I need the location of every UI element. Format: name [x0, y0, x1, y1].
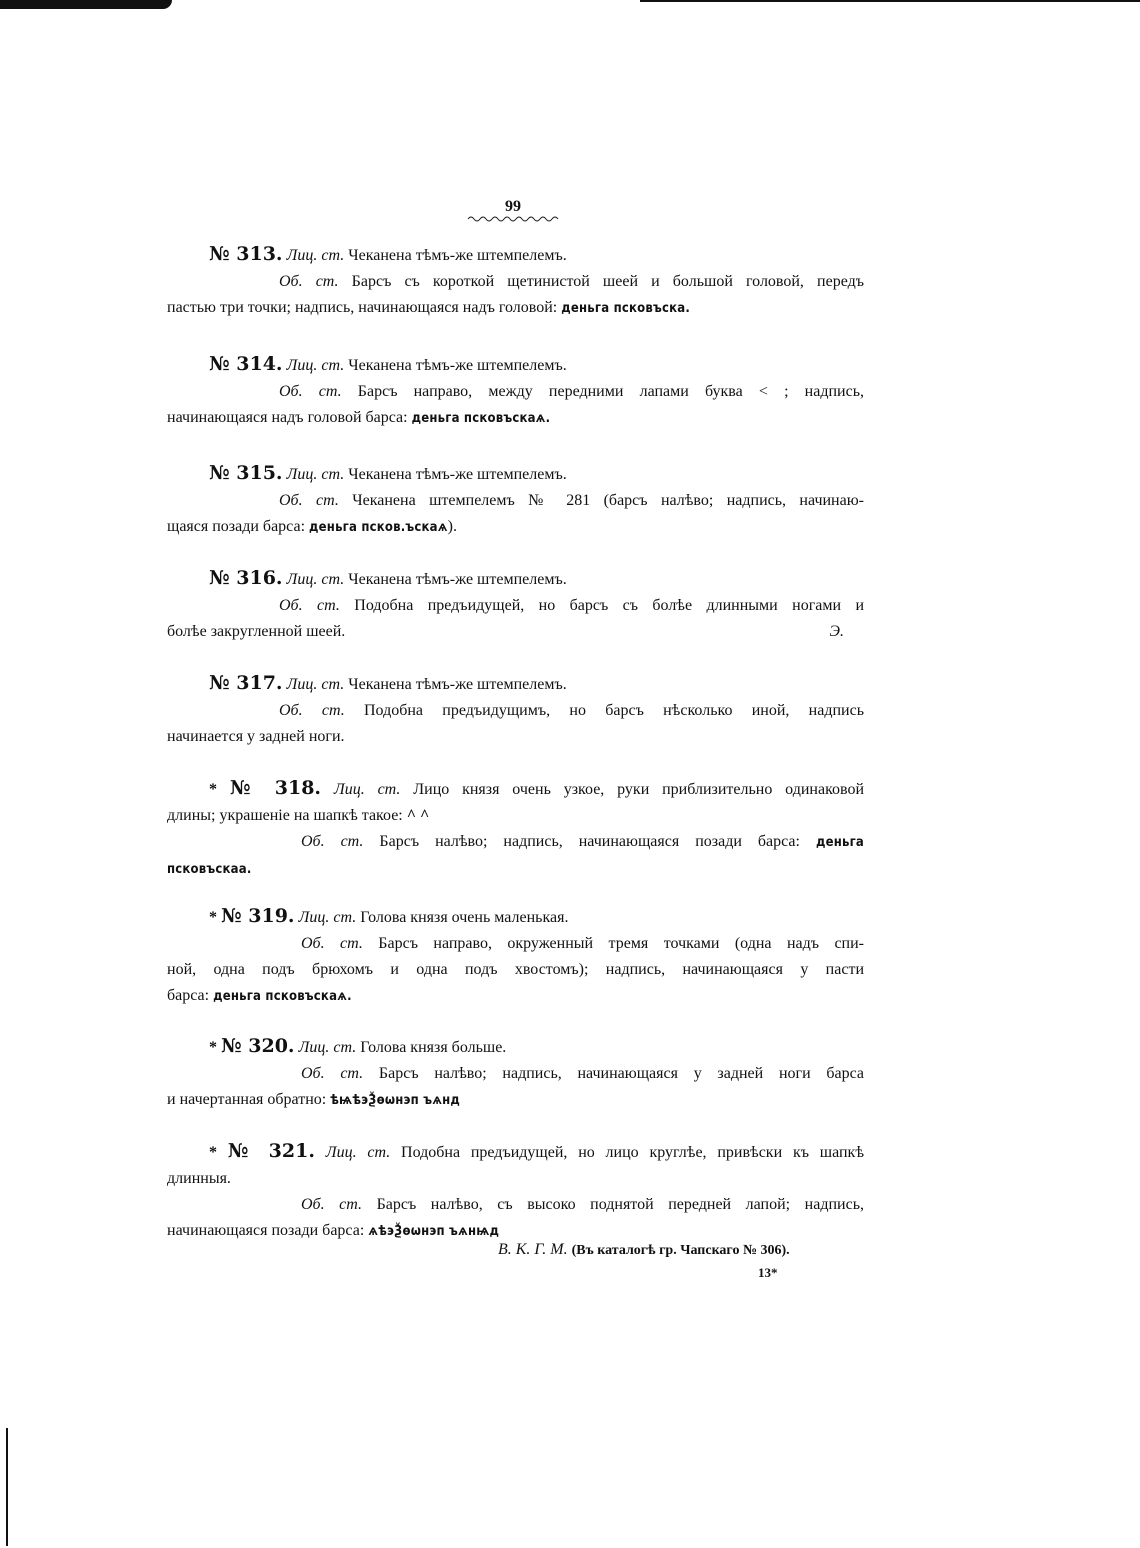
obverse-label: Лиц. ст. — [286, 676, 345, 693]
obverse-label: Лиц. ст. — [298, 1039, 357, 1056]
obverse-description: Чеканена тѣмъ-же штемпелемъ. — [348, 466, 567, 483]
reverse-description-cont: начинающаяся надъ головой барса: — [167, 409, 408, 426]
coin-legend: деньга псковъскаѧ. — [213, 989, 352, 1004]
reverse-description-cont: начинается у задней ноги. — [167, 728, 345, 745]
reverse-description-cont: болѣе закругленной шеей. — [167, 623, 346, 640]
coin-legend: деньга псков.ъскаѧ — [309, 520, 448, 535]
obverse-description: Чеканена тѣмъ-же штемпелемъ. — [348, 676, 567, 693]
coin-legend: деньга — [815, 835, 865, 850]
reverse-description-cont: и начертанная обратно: — [167, 1091, 327, 1108]
entry-number: № 318. — [229, 777, 322, 799]
obverse-description: Чеканена тѣмъ-же штемпелемъ. — [348, 571, 567, 588]
scan-edge-line-top-right — [640, 0, 1140, 2]
catalog-reference-text: (Въ каталогѣ гр. Чапскаго № 306). — [571, 1243, 790, 1258]
star-mark: * — [209, 1144, 217, 1161]
reverse-label: Об. ст. — [301, 1196, 363, 1213]
coin-legend-cont: псковъскаа. — [167, 862, 252, 877]
reverse-label: Об. ст. — [301, 833, 364, 850]
catalog-entry-320 — [167, 1033, 864, 1114]
obverse-label: Лиц. ст. — [286, 571, 345, 588]
scan-edge-mark-top — [0, 0, 172, 9]
catalog-entry-314 — [167, 351, 864, 432]
obverse-description: Подобна предъидущей, но лицо круглѣе, привѣски къ шапкѣ — [401, 1144, 865, 1161]
reverse-description: Чеканена штемпелемъ № 281 (барсъ налѣво; надпись, начинаю- — [352, 492, 864, 509]
entry-number: № 315. — [209, 462, 283, 484]
obverse-description: Чеканена тѣмъ-же штемпелемъ. — [348, 247, 567, 264]
collection-mark: Э. — [829, 623, 844, 640]
entry-number: № 313. — [209, 243, 283, 265]
obverse-description-cont: длины; украшеніе на шапкѣ такое: — [167, 807, 403, 824]
collection-source-label: В. К. Г. М. — [498, 1241, 568, 1258]
coin-legend-retrograde: ѧѣэѮѳѡнэп ъѧнѩд — [368, 1224, 500, 1239]
page-number-underline — [466, 214, 560, 222]
page-number: 99 — [505, 198, 521, 215]
catalog-entry-316 — [167, 565, 864, 645]
catalog-entry-313 — [167, 241, 864, 322]
star-mark: * — [209, 1039, 217, 1056]
obverse-description: Голова князя очень маленькая. — [360, 909, 569, 926]
star-mark: * — [209, 781, 217, 798]
reverse-label: Об. ст. — [279, 383, 342, 400]
reverse-description: Барсъ направо, окруженный тремя точками (одна надъ спи- — [378, 935, 864, 952]
obverse-description: Голова князя больше. — [360, 1039, 507, 1056]
catalog-reference — [498, 1237, 790, 1264]
reverse-label: Об. ст. — [279, 702, 345, 719]
reverse-description-cont: щаяся позади барса: — [167, 518, 306, 535]
reverse-description-cont: начинающаяся позади барса: — [167, 1222, 365, 1239]
coin-legend: деньга псковъскаѧ. — [411, 411, 551, 426]
catalog-entry-315 — [167, 460, 864, 541]
obverse-description: Лицо князя очень узкое, руки приблизительно одинаковой — [413, 781, 865, 798]
obverse-label: Лиц. ст. — [286, 247, 345, 264]
catalog-entry-319 — [167, 903, 864, 1010]
obverse-description-cont: длинныя. — [167, 1170, 231, 1187]
obverse-label: Лиц. ст. — [298, 909, 357, 926]
catalog-entry-317 — [167, 670, 864, 750]
reverse-description-cont: пастью три точки; надпись, начинающаяся надъ головой: — [167, 299, 558, 316]
reverse-description: Барсъ съ короткой щетинистой шеей и большой головой, передъ — [351, 273, 865, 290]
entry-number: № 314. — [209, 353, 283, 375]
coin-legend-retrograde: ѣѩѣэѮѳѡнэп ъѧнд — [330, 1093, 461, 1108]
catalog-entry-321 — [167, 1138, 864, 1245]
reverse-description: Барсъ направо, между передними лапами буква < ; надпись, — [357, 383, 865, 400]
coin-legend: деньга псковъска. — [561, 301, 690, 316]
entry-number: № 321. — [227, 1140, 315, 1162]
reverse-label: Об. ст. — [301, 935, 363, 952]
reverse-label: Об. ст. — [279, 597, 340, 614]
obverse-description: Чеканена тѣмъ-же штемпелемъ. — [348, 357, 567, 374]
entry-number: № 316. — [209, 567, 283, 589]
ornament-glyph: ^ ^ — [406, 807, 430, 824]
reverse-description-cont: ной, одна подъ брюхомъ и одна подъ хвостомъ); надпись, начинающаяся у пасти — [167, 961, 864, 978]
obverse-label: Лиц. ст. — [333, 781, 401, 798]
reverse-description: Подобна предъидущимъ, но барсъ нѣсколько иной, надпись — [363, 702, 864, 719]
reverse-description: Барсъ налѣво; надпись, начинающаяся позади барса: — [379, 833, 800, 850]
reverse-label: Об. ст. — [279, 492, 339, 509]
reverse-label: Об. ст. — [279, 273, 339, 290]
entry-number: № 317. — [209, 672, 283, 694]
scan-edge-line-left — [6, 1428, 8, 1546]
reverse-description: Подобна предъидущей, но барсъ съ болѣе длинными ногами и — [354, 597, 865, 614]
entry-number: № 319. — [221, 905, 295, 927]
reverse-description-end: ). — [447, 518, 457, 535]
reverse-label: Об. ст. — [301, 1065, 364, 1082]
reverse-description: Барсъ налѣво; надпись, начинающаяся у задней ноги барса — [378, 1065, 865, 1082]
obverse-label: Лиц. ст. — [325, 1144, 391, 1161]
reverse-description-end: барса: — [167, 987, 210, 1004]
obverse-label: Лиц. ст. — [286, 466, 345, 483]
catalog-entry-318 — [167, 775, 864, 883]
star-mark: * — [209, 909, 217, 926]
obverse-label: Лиц. ст. — [286, 357, 345, 374]
reverse-description: Барсъ налѣво, съ высоко поднятой передней лапой; надпись, — [376, 1196, 865, 1213]
sheet-signature: 13* — [758, 1265, 778, 1280]
entry-number: № 320. — [221, 1035, 295, 1057]
